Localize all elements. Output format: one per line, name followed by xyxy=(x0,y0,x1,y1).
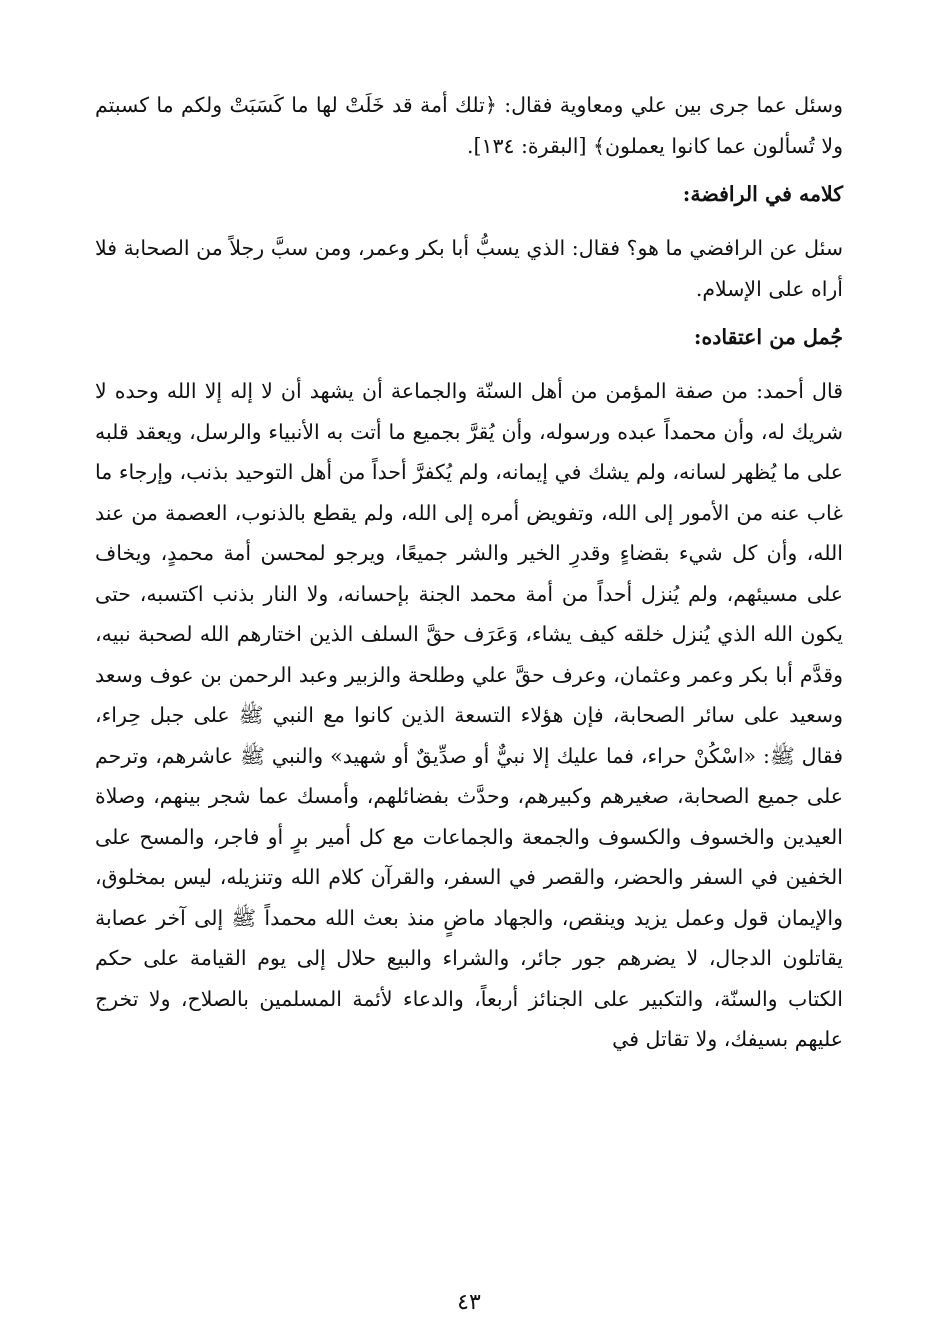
paragraph-rafidah: سئل عن الرافضي ما هو؟ فقال: الذي يسبُّ أبا بكر وعمر، ومن سبَّ رجلاً من الصحابة فلا أراه على الإسلام. xyxy=(95,236,843,301)
heading-rafidah: كلامه في الرافضة: xyxy=(682,182,843,206)
paragraph-creed: قال أحمد: من صفة المؤمن من أهل السنّة والجماعة أن يشهد أن لا إله إلا الله وحده لا شريك له، وأن محمداً عبده ورسوله، وأن يُقرَّ بجميع ما أتت به الأنبياء والرسل، ويعقد قلبه على ما يُظهر لسانه، ولم يشك في إيمانه، ولم يُكفرَّ أحداً من أهل التوحيد بذنب، وإرجاء ما غاب عنه من الأمور إلى الله، وتفويض أمره إلى الله، ولم يقطع بالذنوب، العصمة من عند الله، وأن كل شيء بقضاءٍ وقدرِ الخير والشر جميعًا، ويرجو لمحسن أمة محمدٍ، ويخاف على مسيئهم، ولم يُنزل أحداً من أمة محمد الجنة بإحسانه، ولا النار بذنب اكتسبه، حتى يكون الله الذي يُنزل خلقه كيف يشاء، وَعَرَف حقَّ السلف الذين اختارهم الله لصحبة نبيه، وقدَّم أبا بكر وعمر وعثمان، وعرف حقَّ علي وطلحة والزبير وعبد الرحمن بن عوف وسعد وسعيد على سائر الصحابة، فإن هؤلاء التسعة الذين كانوا مع النبي ﷺ على جبل حِراء، فقال ﷺ: «اسْكُنْ حراء، فما عليك إلا نبيٌّ أو صدِّيقٌ أو شهيد» والنبي ﷺ عاشرهم، وترحم على جميع الصحابة، صغيرهم وكبيرهم، وحدَّث بفضائلهم، وأمسك عما شجر بينهم، وصلاة العيدين والخسوف والكسوف والجمعة والجماعات مع كل أمير برٍ أو فاجر، والمسح على الخفين في السفر والحضر، والقصر في السفر، والقرآن كلام الله وتنزيله، ليس بمخلوق، والإيمان قول وعمل يزيد وينقص، والجهاد ماضٍ منذ بعث الله محمداً ﷺ إلى آخر عصابة يقاتلون الدجال، لا يضرهم جور جائر، والشراء والبيع حلال إلى يوم القيامة على حكم الكتاب والسنّة، والتكبير على الجنائز أربعاً، والدعاء لأئمة المسلمين بالصلاح، ولا تخرج عليهم بسيفك، ولا تقاتل في xyxy=(95,379,843,1051)
paragraph-muawiya: وسئل عما جرى بين علي ومعاوية فقال: ﴿تلك أمة قد خَلَتْ لها ما كَسَبَتْ ولكم ما كسبتم ولا تُسألون عما كانوا يعملون﴾ [البقرة: ١٣٤]. xyxy=(95,93,843,158)
page-number: ٤٣ xyxy=(457,1290,481,1315)
heading-creed: جُمل من اعتقاده: xyxy=(693,325,843,349)
page-body xyxy=(95,85,843,1285)
